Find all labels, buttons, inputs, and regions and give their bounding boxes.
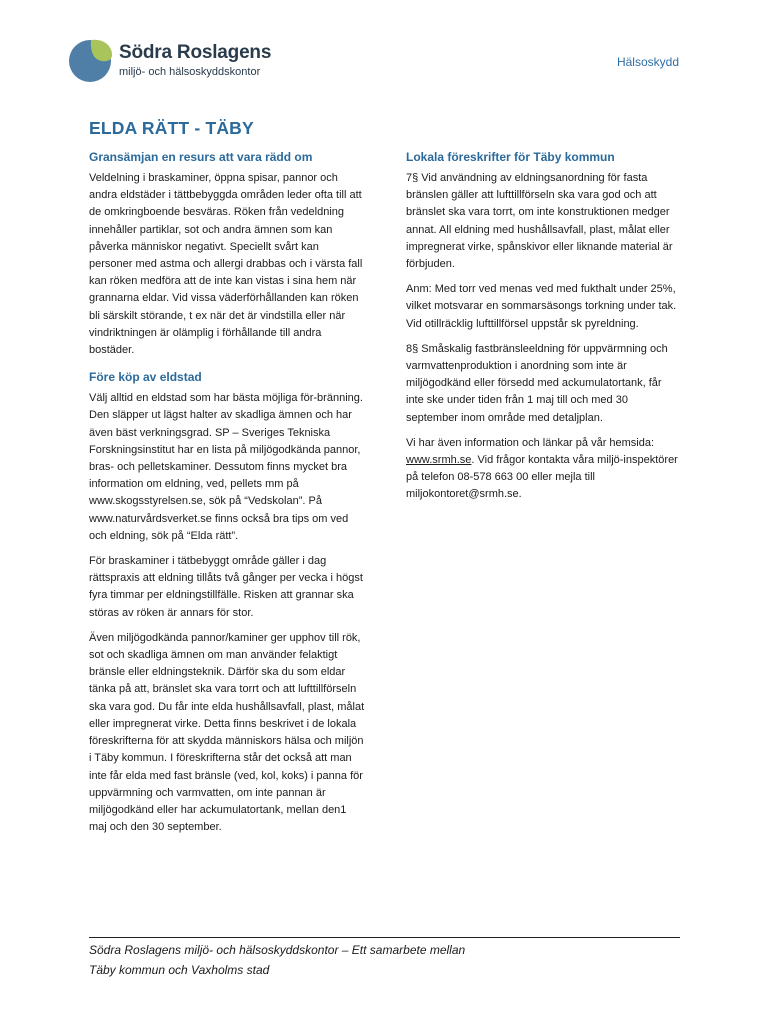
contact-text-before: Vi har även information och länkar på vår hemsida:: [406, 436, 655, 449]
contact-text-after: . Vid frågor kontakta våra miljö-inspektörer på telefon 08-578 663 00 eller mejla till miljokontoret@srmh.se.: [406, 454, 678, 501]
footer-line: Södra Roslagens miljö- och hälsoskyddskontor – Ett samarbete mellan: [89, 943, 466, 957]
logo-name: Södra Roslagens: [119, 42, 272, 63]
paragraph: 7§ Vid användning av eldningsanordning för fasta bränslen gäller att lufttillförseln ska vara god och att bränslet ska vara torrt, om inte konstruktionen medger annat. All eldning med hushållsavfall, plast, målat eller impregnerat virke, spånskivor eller liknande material är förbjuden.: [406, 172, 673, 271]
section-heading-buying: Före köp av eldstad: [89, 370, 202, 385]
section-label: Hälsoskydd: [616, 55, 679, 69]
footer-divider: [89, 937, 680, 938]
page-title: ELDA RÄTT - TÄBY: [89, 118, 254, 138]
website-link[interactable]: www.srmh.se: [406, 454, 472, 467]
right-column: [406, 149, 682, 512]
footer-line: Täby kommun och Vaxholms stad: [89, 963, 270, 977]
srmh-logo-icon: [69, 36, 115, 84]
logo-subtitle: miljö- och hälsoskyddskontor: [119, 66, 261, 78]
paragraph: För braskaminer i tätbebyggt område gäller i dag rättspraxis att eldning tillåts två gånger per vecka i högst fyra timmar per eldningstillfälle. Risken att grannar ska störas av röken är annars för stor.: [89, 555, 363, 619]
footer: [89, 940, 465, 980]
contact-paragraph: [406, 435, 682, 504]
organization-logo: [69, 36, 272, 84]
paragraph: Anm: Med torr ved menas ved med fukthalt under 25%, vilket motsvarar en sommarsäsongs torkning under tak. Vid otillräcklig lufttillförsel uppstår sk pyreldning.: [406, 283, 677, 330]
paragraph: 8§ Småskalig fastbränsleeldning för uppvärmning och varmvattenproduktion i anordning som inte är miljögodkänd eller försedd med ackumulatortank, får inte ske under tiden från 1 maj till och med 30 september inom område med detaljplan.: [406, 342, 668, 424]
paragraph: Välj alltid en eldstad som har bästa möjliga för-bränning. Den släpper ut lägst halter av skadliga ämnen och har även bäst verkningsgrad. SP – Sveriges Tekniska Forskningsinstitut har en lista på miljögodkända pannor, bras- och pelletskaminer. Dessutom finns mycket bra information om eldning, ved, pellets mm på www.skogsstyrelsen.se, sök på “Vedskolan”. På www.naturvårdsverket.se finns också bra tips om ved och eldning, sök på “Elda rätt”.: [89, 392, 363, 542]
section-heading-local-rules: Lokala föreskrifter för Täby kommun: [406, 150, 615, 164]
section-heading-resource: Gransämjan en resurs att vara rädd om: [89, 150, 313, 164]
left-column: [89, 149, 365, 844]
paragraph: Veldelning i braskaminer, öppna spisar, pannor och andra eldstäder i tättbebyggda områden leder ofta till att de omkringboende besväras. Röken från vedeldning innehåller partiklar, sot och andra ämnen som kan påverka människor negativt. Speciellt svårt kan personer med astma och allergi drabbas och i värsta fall kan röken medföra att de inte kan vistas i sina hem när grannarna eldar. Vid vissa väderförhållanden kan röken bli särskilt störande, t ex när det är vindstilla eller när vindriktningen är olämplig i förhållande till andra bostäder.: [89, 172, 363, 357]
paragraph: Även miljögodkända pannor/kaminer ger upphov till rök, sot och skadliga ämnen om man använder felaktigt bränsle eller eldningsteknik. Därför ska du som eldar tänka på att, bränslet ska vara torrt och att lufttillförseln ska vara god. Du får inte elda hushållsavfall, plast, målat eller impregnerat virke. Detta finns beskrivet i de lokala föreskrifterna för att skydda människors hälsa och miljön i Täby kommun. I föreskrifterna står det också att man inte får elda med fast bränsle (ved, kol, koks) i panna för uppvärmning och varmvatten, om inte pannan är miljögodkänd eller har ackumulatortank, mellan den1 maj och den 30 september.: [89, 631, 365, 834]
